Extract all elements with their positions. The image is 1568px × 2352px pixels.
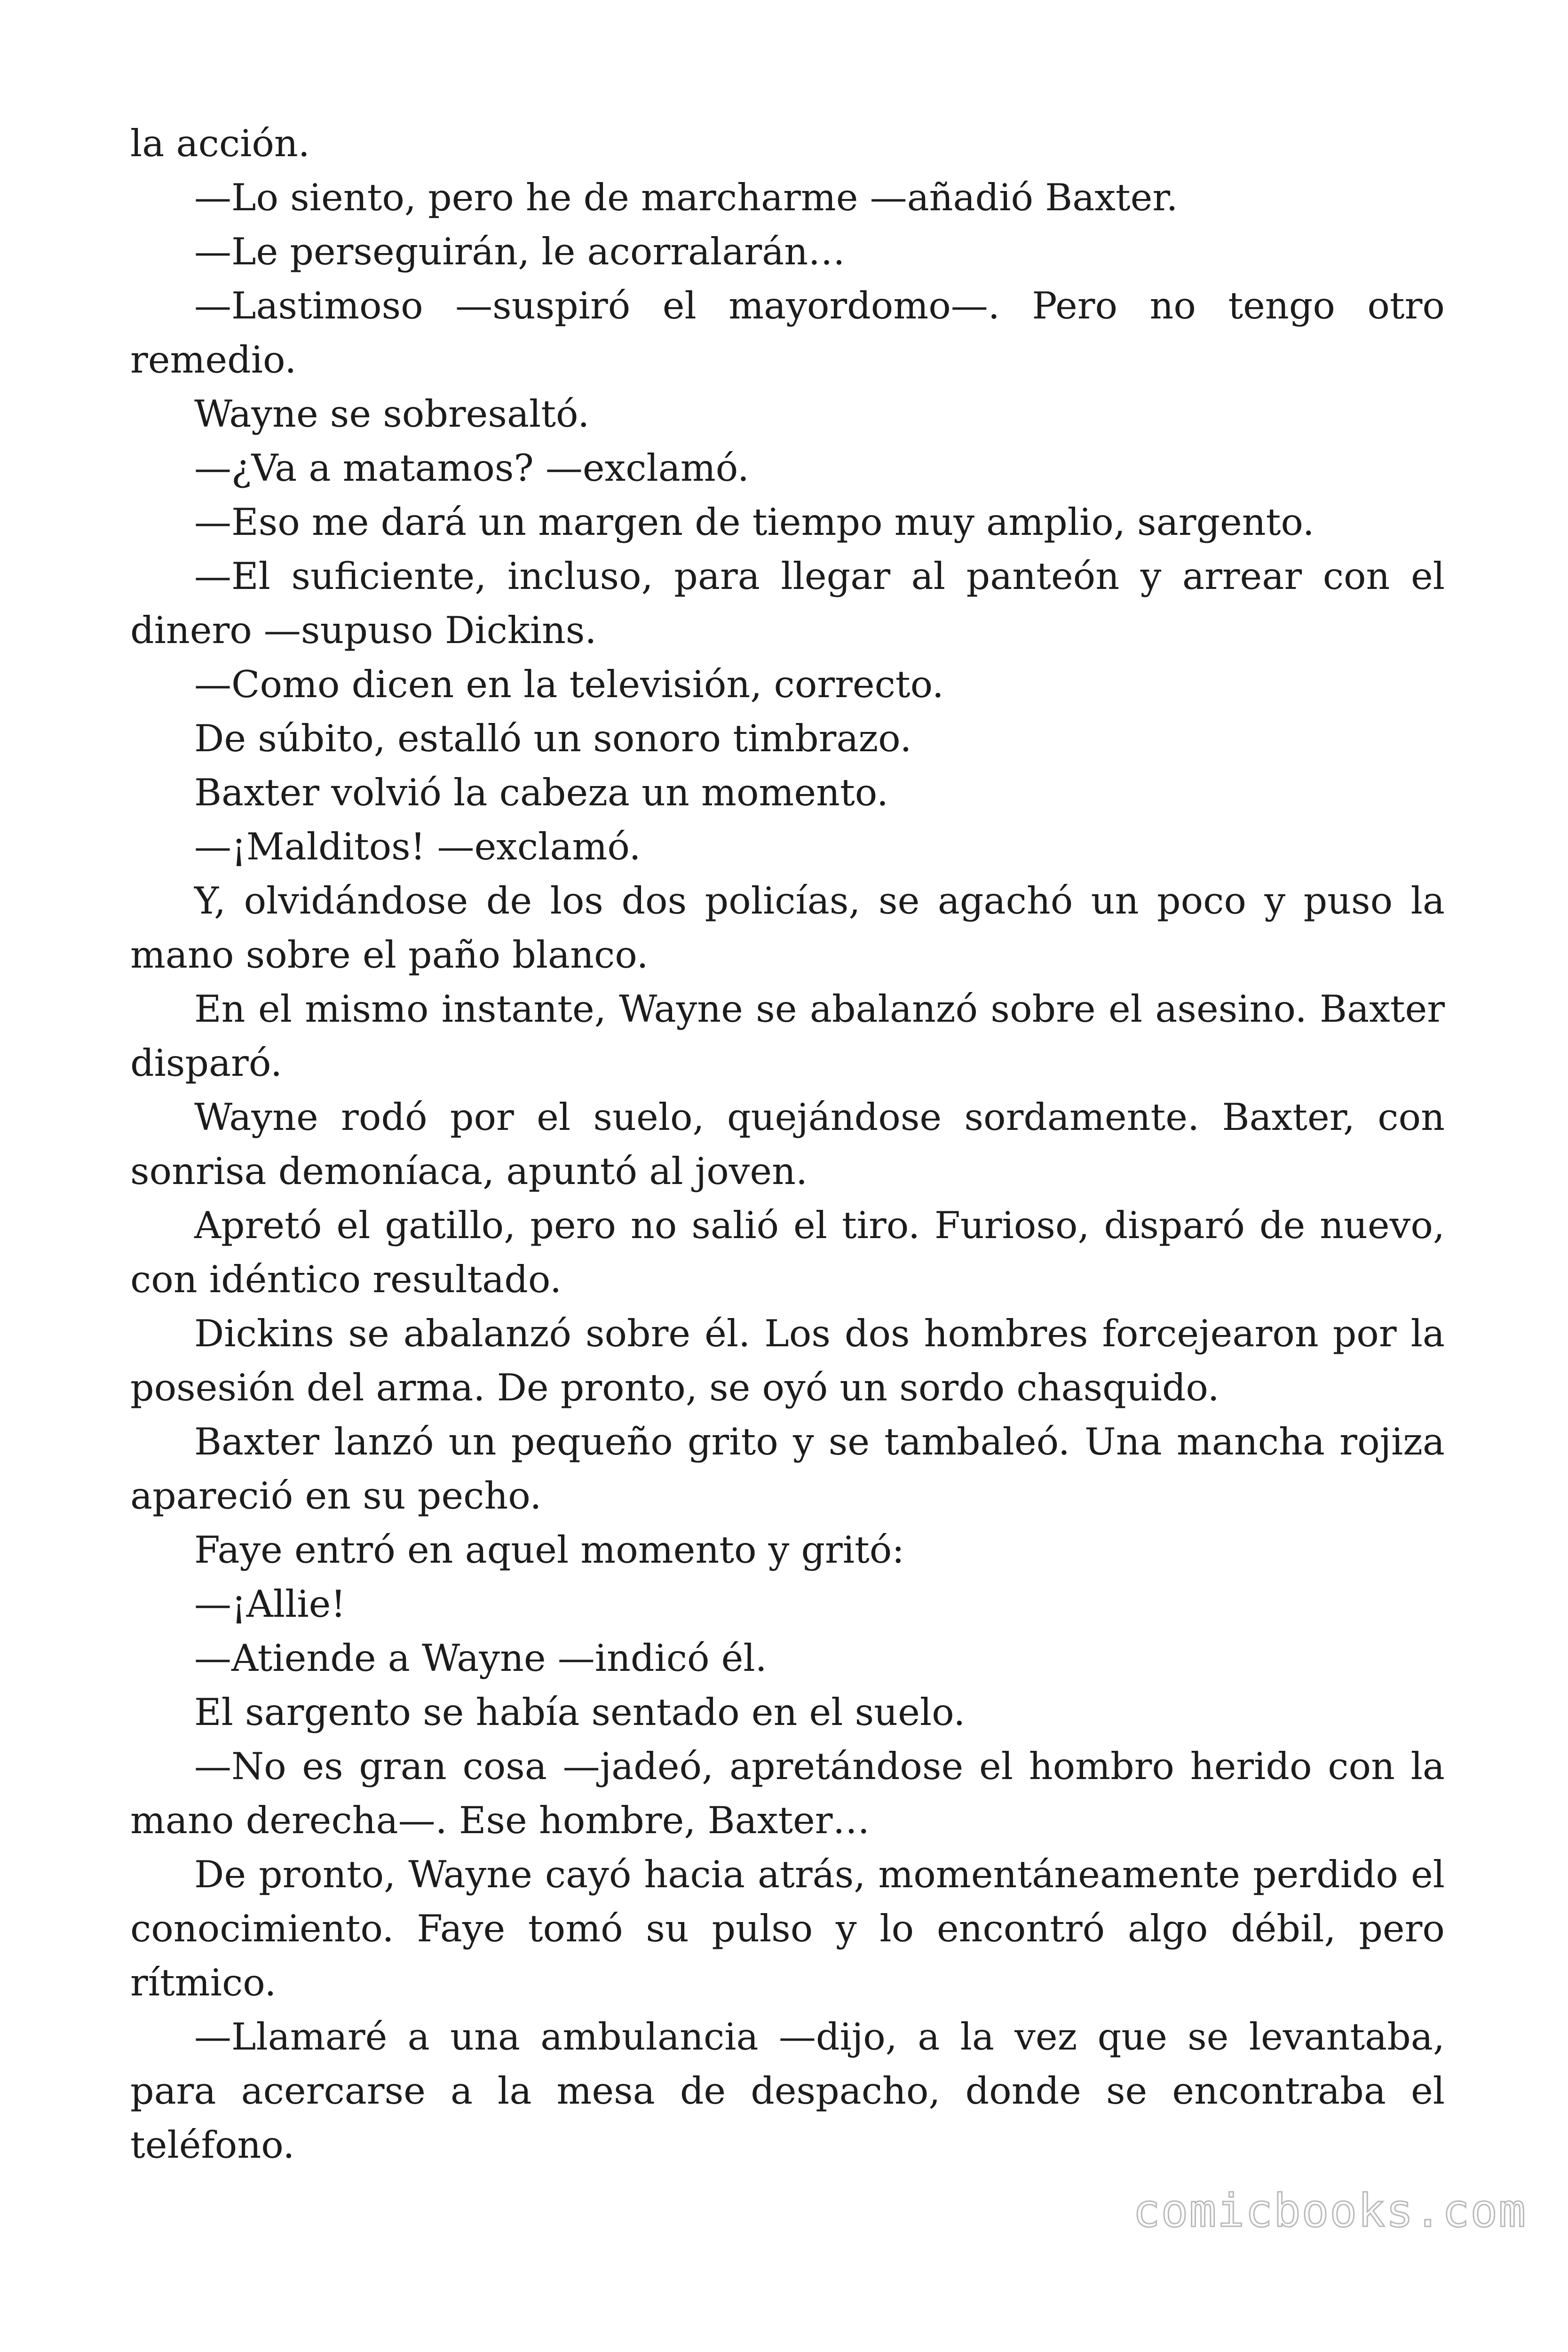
paragraph-6: —¿Va a matamos? —exclamó. [194, 446, 750, 490]
paragraph-24: De pronto, Wayne cayó hacia atrás, momentáneamente perdido el conocimiento. Faye tomó su pulso y lo encontró algo débil, pero rítmico. [130, 1853, 1445, 2004]
paragraph-16: Apretó el gatillo, pero no salió el tiro. Furioso, disparó de nuevo, con idéntico resultado. [130, 1204, 1445, 1301]
paragraph-3: —Le perseguirán, le acorralarán… [194, 230, 846, 273]
paragraph-1: la acción. [130, 122, 310, 165]
paragraph-2: —Lo siento, pero he de marcharme —añadió Baxter. [194, 176, 1178, 219]
paragraph-14: En el mismo instante, Wayne se abalanzó sobre el asesino. Baxter disparó. [130, 987, 1445, 1085]
paragraph-5: Wayne se sobresaltó. [194, 392, 590, 436]
paragraph-12: —¡Malditos! —exclamó. [194, 825, 641, 868]
paragraph-15: Wayne rodó por el suelo, quejándose sordamente. Baxter, con sonrisa demoníaca, apuntó al joven. [130, 1096, 1445, 1193]
paragraph-17: Dickins se abalanzó sobre él. Los dos hombres forcejearon por la posesión del arma. De pronto, se oyó un sordo chasquido. [130, 1312, 1445, 1409]
paragraph-9: —Como dicen en la televisión, correcto. [194, 663, 944, 706]
paragraph-21: —Atiende a Wayne —indicó él. [194, 1637, 767, 1680]
paragraph-25: —Llamaré a una ambulancia —dijo, a la vez que se levantaba, para acercarse a la mesa de despacho, donde se encontraba el teléfono. [130, 2015, 1445, 2167]
paragraph-8: —El suficiente, incluso, para llegar al panteón y arrear con el dinero —supuso Dickins. [130, 555, 1445, 652]
paragraph-19: Faye entró en aquel momento y gritó: [194, 1528, 904, 1572]
paragraph-23: —No es gran cosa —jadeó, apretándose el hombro herido con la mano derecha—. Ese hombre, Baxter… [130, 1745, 1445, 1842]
paragraph-18: Baxter lanzó un pequeño grito y se tambaleó. Una mancha rojiza apareció en su pecho. [130, 1420, 1445, 1518]
watermark: comicbooks.com [1132, 2185, 1527, 2237]
paragraph-7: —Eso me dará un margen de tiempo muy amplio, sargento. [194, 501, 1315, 544]
body-text [130, 117, 1445, 2172]
paragraph-13: Y, olvidándose de los dos policías, se agachó un poco y puso la mano sobre el paño blanco. [130, 879, 1445, 977]
paragraph-11: Baxter volvió la cabeza un momento. [194, 771, 889, 814]
paragraph-10: De súbito, estalló un sonoro timbrazo. [194, 717, 912, 760]
paragraph-4: —Lastimoso —suspiró el mayordomo—. Pero no tengo otro remedio. [130, 284, 1445, 381]
paragraph-22: El sargento se había sentado en el suelo. [194, 1691, 966, 1734]
paragraph-20: —¡Allie! [194, 1582, 346, 1626]
